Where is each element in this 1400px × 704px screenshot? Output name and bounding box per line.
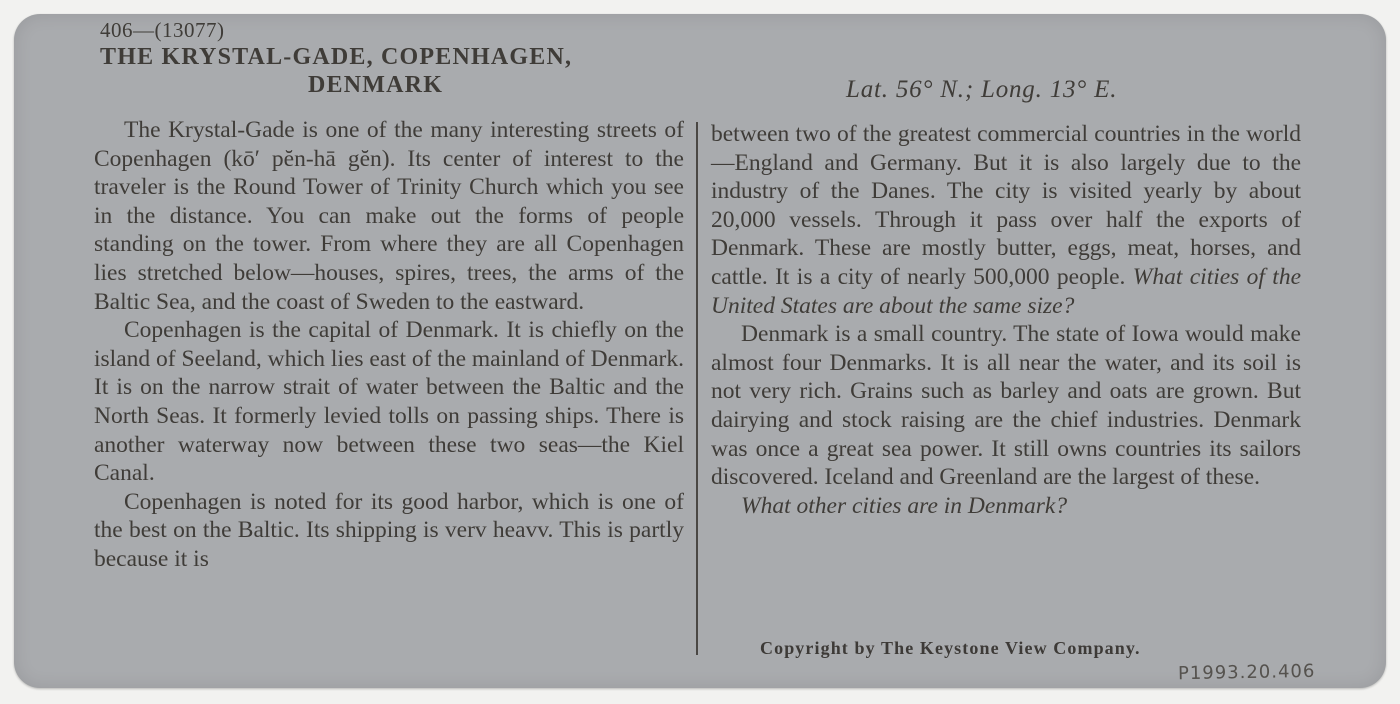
study-question: What cities of the United States are about the same size? bbox=[711, 263, 1302, 319]
study-question: What other cities are in Denmark? bbox=[741, 492, 1068, 519]
paragraph bbox=[711, 492, 1301, 521]
right-column bbox=[711, 120, 1301, 520]
copyright-line: Copyright by The Keystone View Company. bbox=[760, 638, 1141, 658]
title-line-2: DENMARK bbox=[308, 72, 444, 98]
stereoview-card-back bbox=[14, 14, 1386, 688]
title-line-1: THE KRYSTAL-GADE, COPENHAGEN, bbox=[100, 44, 573, 70]
lat-long: Lat. 56° N.; Long. 13° E. bbox=[846, 76, 1118, 103]
card-number: 406—(13077) bbox=[100, 18, 225, 42]
paragraph: The Krystal-Gade is one of the many interesting streets of Copenhagen (kō′ pĕn-hā gĕn). Its center of interest to the traveler is the Round Tower of Trinity Church which you see in the distance. You can make out the forms of people standing on the tower. From where they are all Copenhagen lies stretched below—houses, spires, trees, the arms of the Baltic Sea, and the coast of Sweden to the eastward. bbox=[94, 117, 684, 315]
paragraph: Copenhagen is noted for its good harbor, which is one of the best on the Baltic. Its shipping is verv heavv. This is partly because it is bbox=[94, 488, 684, 572]
column-divider bbox=[696, 122, 698, 655]
left-column bbox=[94, 116, 684, 574]
paragraph-text: between two of the greatest commercial countries in the world—England and Germany. But it is also largely due to the industry of the Danes. The city is visited yearly by about 20,000 vessels. Through it pass over half the exports of Denmark. These are mostly butter, eggs, meat, horses, and cattle. It is a city of nearly 500,000 people. bbox=[711, 121, 1301, 290]
paragraph bbox=[711, 120, 1301, 320]
paragraph: Copenhagen is the capital of Denmark. It is chiefly on the island of Seeland, which lies east of the mainland of Denmark. It is on the narrow strait of water between the Baltic and the North Seas. It formerly levied tolls on passing ships. There is another waterway now between these two seas—the Kiel Canal. bbox=[94, 317, 684, 487]
paragraph: Denmark is a small country. The state of Iowa would make almost four Denmarks. It is all near the water, and its soil is not very rich. Grains such as barley and oats are grown. But dairying and stock raising are the chief industries. Denmark was once a great sea power. It still owns countries its sailors discovered. Iceland and Greenland are the largest of these. bbox=[711, 321, 1301, 491]
accession-number: P1993.20.406 bbox=[1177, 660, 1316, 685]
